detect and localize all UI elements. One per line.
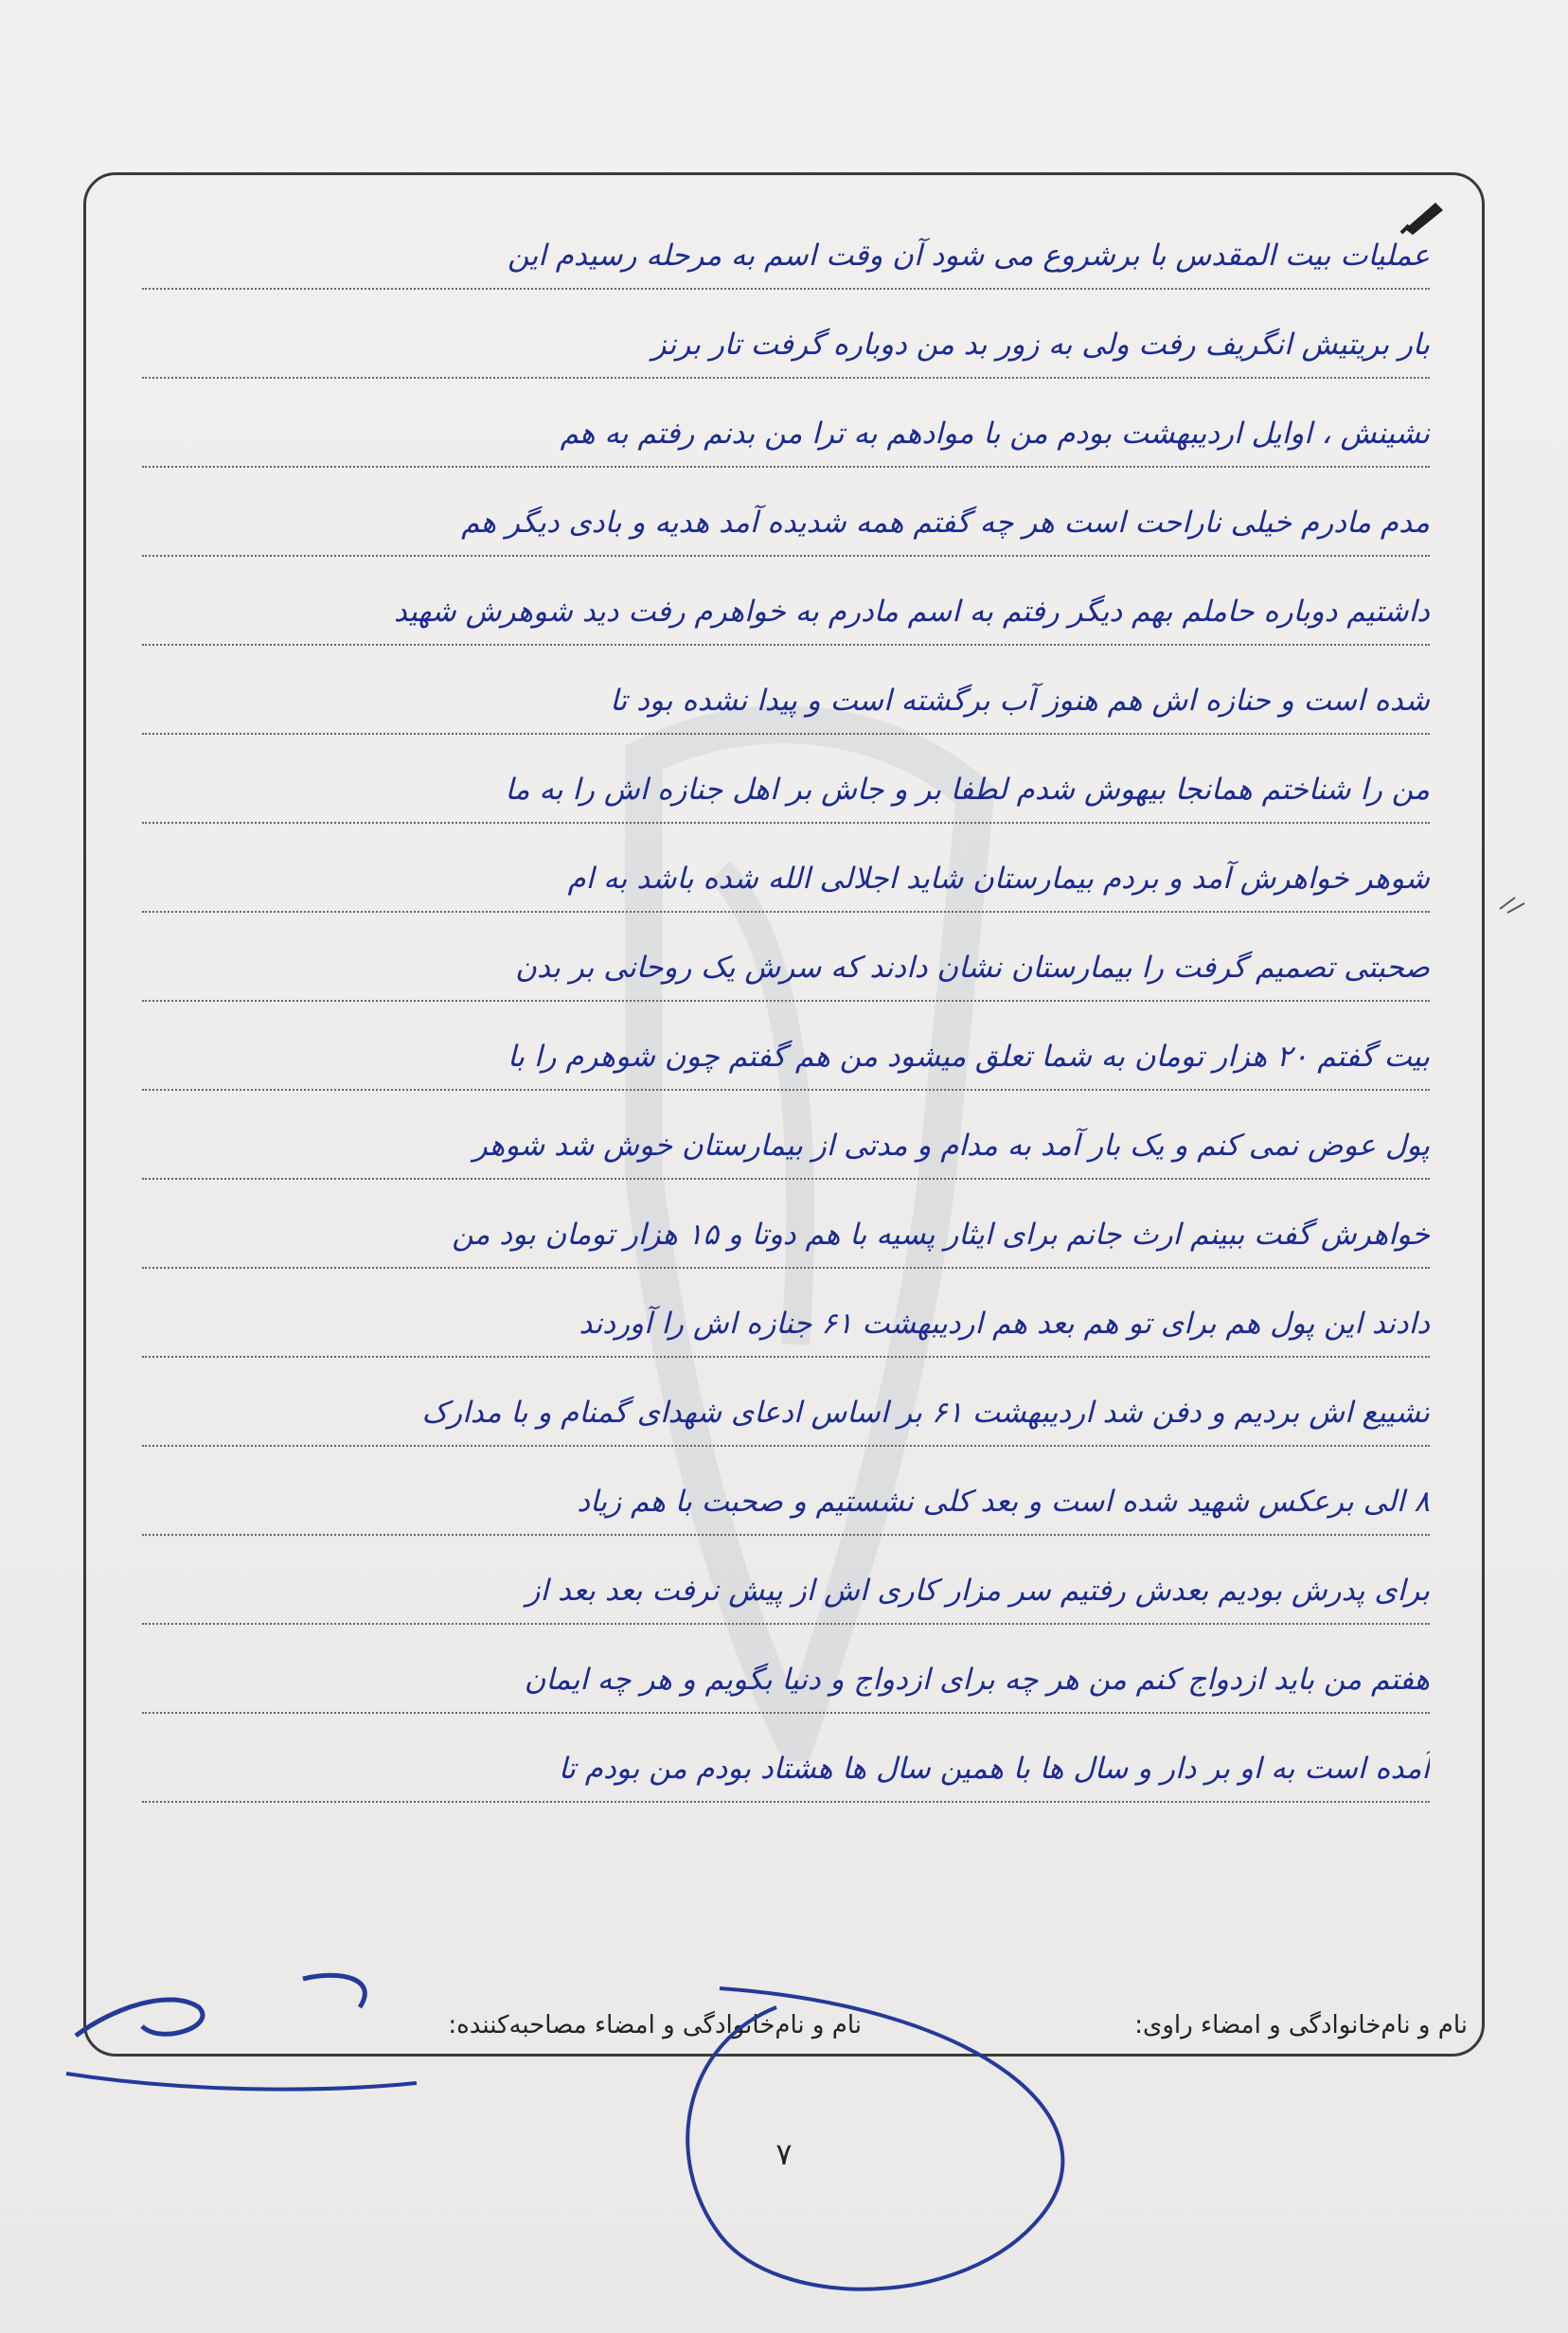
text-line: داشتیم دوباره حاملم بهم دیگر رفتم به اسم مادرم به خواهرم رفت دید شوهرش شهید — [142, 555, 1430, 646]
page-number: ۷ — [775, 2136, 793, 2172]
signature-mark — [57, 1950, 1193, 2329]
text-line: ۸ الی برعکس شهید شده است و بعد کلی نشستیم و صحبت با هم زیاد — [142, 1445, 1430, 1536]
text-line: من را شناختم همانجا بیهوش شدم لطفا بر و جاش بر اهل جنازه اش را به ما — [142, 733, 1430, 824]
text-line: برای پدرش بودیم بعدش رفتیم سر مزار کاری اش از پیش نرفت بعد بعد از — [142, 1534, 1430, 1625]
stray-ink-mark — [1496, 890, 1534, 918]
interviewer-signature-label: نام و نام‌خانوادگی و امضاء مصاحبه‌کننده: — [448, 2011, 862, 2039]
text-line: آمده است به او بر دار و سال ها با همین سال ها هشتاد بودم من بودم تا — [142, 1712, 1430, 1803]
text-line: هفتم من باید ازدواج کنم من هر چه برای ازدواج و دنیا بگویم و هر چه ایمان — [142, 1623, 1430, 1714]
text-line: پول عوض نمی کنم و یک بار آمد به مدام و مدتی از بیمارستان خوش شد شوهر — [142, 1089, 1430, 1180]
text-line: بار بریتیش انگریف رفت ولی به زور بد من دوباره گرفت تار برنز — [142, 288, 1430, 379]
text-line: نشینش ، اوایل اردیبهشت بودم من با موادهم به ترا من بدنم رفتم به هم — [142, 377, 1430, 468]
text-line: عملیات بیت المقدس با برشروع می شود آن وقت اسم به مرحله رسیدم این — [142, 199, 1430, 290]
text-line: شده است و حنازه اش هم هنوز آب برگشته است و پیدا نشده بود تا — [142, 644, 1430, 735]
text-line: خواهرش گفت ببینم ارث جانم برای ایثار پسیه با هم دوتا و ۱۵ هزار تومان بود من — [142, 1178, 1430, 1269]
text-line: دادند این پول هم برای تو هم بعد هم اردیبهشت ۶۱ جنازه اش را آوردند — [142, 1267, 1430, 1358]
narrator-signature-label: نام و نام‌خانوادگی و امضاء راوی: — [1134, 2011, 1468, 2039]
text-line: صحبتی تصمیم گرفت را بیمارستان نشان دادند که سرش یک روحانی بر بدن — [142, 911, 1430, 1002]
text-line: مدم مادرم خیلی ناراحت است هر چه گفتم همه شدیده آمد هدیه و بادی دیگر هم — [142, 466, 1430, 557]
text-line: شوهر خواهرش آمد و بردم بیمارستان شاید اجلالی الله شده باشد به ام — [142, 822, 1430, 913]
handwritten-text-area — [142, 199, 1430, 1875]
text-line: بیت گفتم ۲۰ هزار تومان به شما تعلق میشود من هم گفتم چون شوهرم را با — [142, 1000, 1430, 1091]
text-line: تشییع اش بردیم و دفن شد اردیبهشت ۶۱ بر اساس ادعای شهدای گمنام و با مدارک — [142, 1356, 1430, 1447]
